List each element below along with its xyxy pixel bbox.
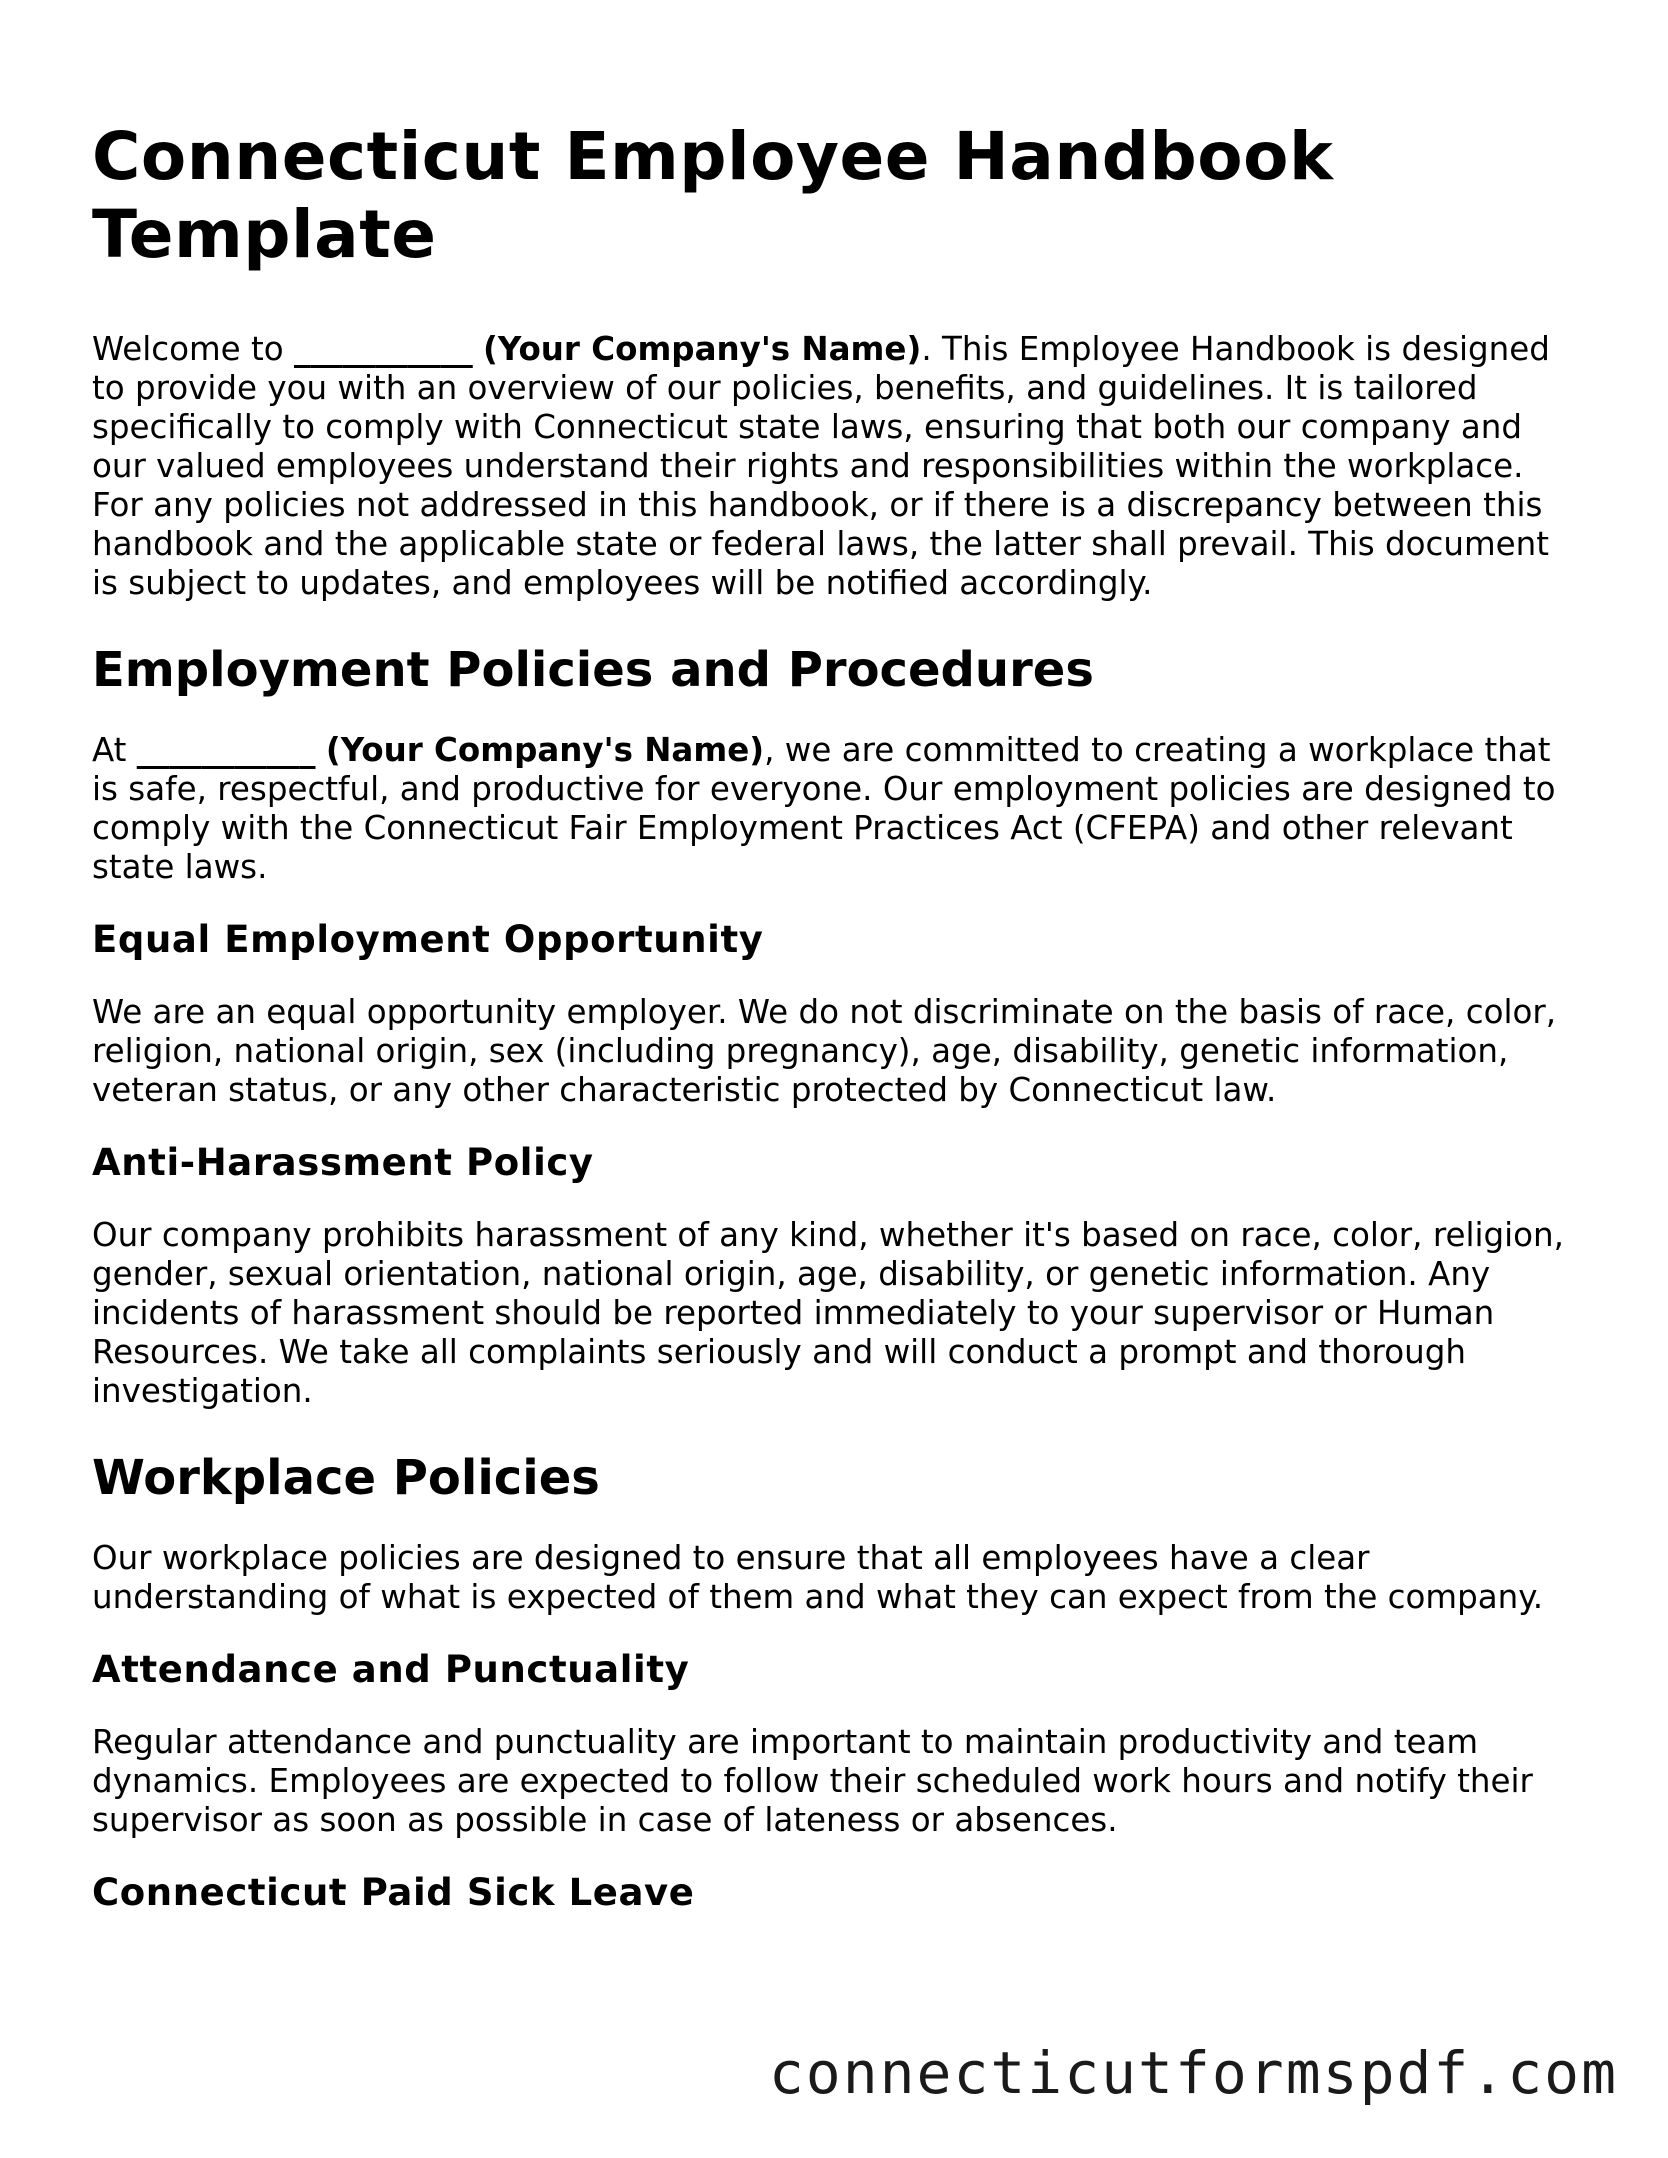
anti-harassment-paragraph: Our company prohibits harassment of any kind, whether it's based on race, color, religion, gender, sexual orientation, national origin, age, disability, or genetic information. Any incidents of harassment should be reported immediately to your supervisor or Human Resources. We take all complaints seriously and will conduct a prompt and thorough investigation. [92,1216,1564,1410]
equal-employment-paragraph: We are an equal opportunity employer. We do not discriminate on the basis of race, color, religion, national origin, sex (including pregnancy), age, disability, genetic information, veteran status, or any other characteristic protected by Connecticut law. [92,993,1557,1109]
employment-policies-paragraph [92,731,1582,887]
company-name-blank: ___________ [293,330,473,368]
company-name-placeholder: (Your Company's Name) [483,330,922,368]
employment-policies-text: , we are committed to creating a workplace that is safe, respectful, and productive for everyone. Our employment policies are designed to comply with the Connecticut Fair Employment Practices Act (CFEPA) and other relevant state laws. [92,731,1556,886]
intro-prefix: Welcome to [92,330,294,368]
document-title: Connecticut Employee Handbook Template [92,118,1334,273]
section-heading-employment-policies: Employment Policies and Procedures [92,642,1094,698]
section-heading-workplace-policies: Workplace Policies [92,1450,600,1506]
site-watermark: connecticutformspdf.com [768,2039,1618,2107]
subsection-heading-sick-leave: Connecticut Paid Sick Leave [92,1871,695,1914]
company-name-placeholder: (Your Company's Name) [325,731,765,769]
intro-paragraph [92,330,1582,603]
workplace-policies-paragraph: Our workplace policies are designed to ensure that all employees have a clear understanding of what is expected of them and what they can expect from the company. [92,1539,1544,1616]
intro-text: . This Employee Handbook is designed to provide you with an overview of our policies, benefits, and guidelines. It is tailored specifically to comply with Connecticut state laws, ensuring that both our company and our valued employees understand their rights and responsibilities within the workplace. For any policies not addressed in this handbook, or if there is a discrepancy between this handbook and the applicable state or federal laws, the latter shall prevail. This document is subject to updates, and employees will be notified accordingly. [92,330,1550,602]
company-name-blank: ___________ [136,731,316,769]
document-page [92,118,1582,1946]
employment-policies-prefix: At [92,731,137,769]
subsection-heading-anti-harassment: Anti-Harassment Policy [92,1141,594,1184]
subsection-heading-attendance: Attendance and Punctuality [92,1648,690,1691]
subsection-heading-equal-employment: Equal Employment Opportunity [92,918,764,961]
attendance-paragraph: Regular attendance and punctuality are important to maintain productivity and team dynamics. Employees are expected to follow their scheduled work hours and notify their supervisor as soon as possible in case of lateness or absences. [92,1723,1533,1839]
